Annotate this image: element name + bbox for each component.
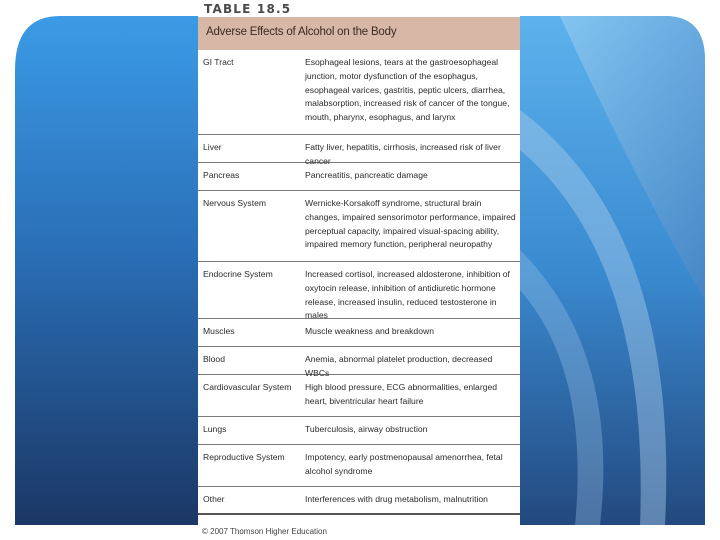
body-system-cell: Other (203, 494, 225, 504)
body-system-cell: Cardiovascular System (203, 382, 292, 392)
effects-cell: Tuberculosis, airway obstruction (305, 424, 428, 434)
body-system-cell: Blood (203, 354, 225, 364)
effects-cell: Wernicke-Korsakoff syndrome, structural brain changes, impaired sensorimotor performance, impaired perceptual capacity, impaired visual-spacing ability, impaired memory function, peripheral neuropathy (305, 198, 516, 250)
table-row (198, 191, 520, 262)
body-system-cell: Endocrine System (203, 269, 273, 279)
table-row (198, 262, 520, 319)
table-title: Adverse Effects of Alcohol on the Body (206, 26, 397, 38)
body-system-cell: GI Tract (203, 57, 234, 67)
table-row (198, 347, 520, 378)
table-row (198, 445, 520, 487)
table-document (198, 0, 520, 536)
effects-cell: Interferences with drug metabolism, malnutrition (305, 494, 488, 504)
effects-cell: Impotency, early postmenopausal amenorrhea, fetal alcohol syndrome (305, 452, 503, 476)
table-number-label: TABLE 18.5 (204, 2, 292, 16)
body-system-cell: Nervous System (203, 198, 267, 208)
body-system-cell: Pancreas (203, 170, 240, 180)
effects-cell: Anemia, abnormal platelet production, decreased WBCs (305, 354, 493, 378)
table-row (198, 163, 520, 191)
body-system-cell: Reproductive System (203, 452, 285, 462)
effects-cell: Increased cortisol, increased aldosterone, inhibition of oxytocin release, inhibition of antidiuretic hormone release, increased insulin, reduced testosterone in males (305, 269, 510, 321)
table-row (198, 319, 520, 347)
table-row (198, 417, 520, 445)
effects-cell: Fatty liver, hepatitis, cirrhosis, increased risk of liver cancer (305, 142, 501, 166)
body-system-cell: Liver (203, 142, 222, 152)
effects-cell: Esophageal lesions, tears at the gastroesophageal junction, motor dysfunction of the esophagus, esophageal varices, gastritis, peptic ulcers, diarrhea, malabsorption, increased risk of cancer of the tongue, mouth, pharynx, esophagus, and larynx (305, 57, 510, 123)
table-row (198, 135, 520, 166)
copyright-footer: © 2007 Thomson Higher Education (202, 527, 327, 536)
effects-cell: Pancreatitis, pancreatic damage (305, 170, 428, 180)
table-row (198, 50, 520, 135)
effects-cell: High blood pressure, ECG abnormalities, enlarged heart, biventricular heart failure (305, 382, 498, 406)
body-system-cell: Lungs (203, 424, 227, 434)
table-row (198, 487, 520, 515)
effects-cell: Muscle weakness and breakdown (305, 326, 434, 336)
body-system-cell: Muscles (203, 326, 235, 336)
table-row (198, 375, 520, 417)
table-title-bar (198, 17, 520, 50)
